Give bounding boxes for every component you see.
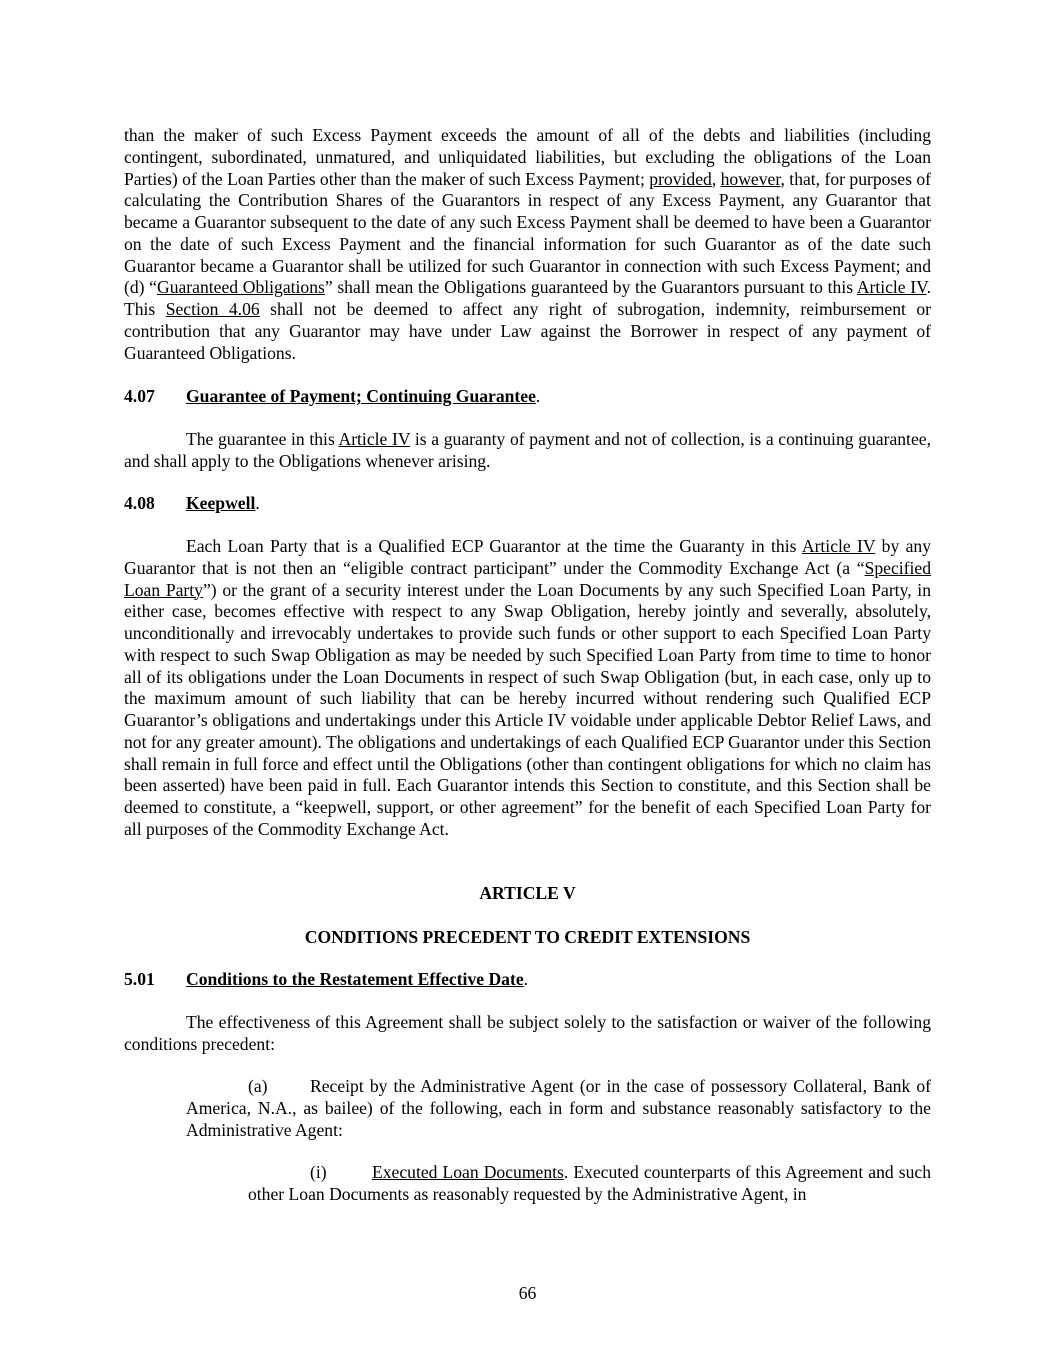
paragraph-text: is a guaranty of payment and not of collection, is a continuing guarantee, and shall apply to the Obligations whenever arising. bbox=[124, 429, 931, 471]
section-5-01-heading bbox=[124, 969, 528, 991]
section-4-08-heading bbox=[124, 493, 260, 515]
article-number-heading: ARTICLE V bbox=[479, 883, 576, 903]
article-iv-reference: Article IV bbox=[801, 536, 876, 556]
provided-term: provided bbox=[649, 168, 712, 189]
paragraph-text: ”) or the grant of a security interest under the Loan Documents by any such Specified Loan Party, in either case, becomes effective with respect to any Swap Obligation, hereby jointly and severally, absolutely, unconditionally and irrevocably undertakes to provide such funds or other support to each Specified Loan Party with respect to such Swap Obligation as may be needed by such Specified Loan Party from time to time to honor all of its obligations under the Loan Documents in respect of such Swap Obligation (but, in each case, only up to the maximum amount of such liability that can be hereby incurred without rendering such Qualified ECP Guarantor’s obligations and undertakings under this Article IV voidable under applicable Debtor Relief Laws, and not for any greater amount). The obligations and undertakings of each Qualified ECP Guarantor under this Section shall remain in full force and effect until the Obligations (other than contingent obligations for which no claim has been asserted) have been paid in full. Each Guarantor intends this Section to constitute, and this Section shall be deemed to constitute, a “keepwell, support, or other agreement” for the benefit of each Specified Loan Party for all purposes of the Commodity Exchange Act. bbox=[124, 579, 931, 839]
however-term: however bbox=[720, 168, 781, 189]
clause-text: . Executed counterparts of this Agreement and such other Loan Documents as reasonably requested by the Administrative Agent, in bbox=[248, 1162, 931, 1204]
paragraph-text: than the maker of such Excess Payment exceeds the amount of all of the debts and liabilities (including contingent, subordinated, unmatured, and unliquidated liabilities, but excluding the obligations of the Loan Parties) of the Loan Parties other than the maker of such Excess Payment; bbox=[124, 125, 931, 189]
clause-a bbox=[186, 1076, 931, 1141]
section-title: Keepwell bbox=[186, 493, 256, 513]
section-4-07-heading bbox=[124, 386, 540, 408]
paragraph-text: by any Guarantor that is not then an “eligible contract participant” under the Commodity Exchange Act (a “ bbox=[124, 536, 932, 578]
paragraph-text: Each Loan Party that is a Qualified ECP Guarantor at the time the Guaranty in this bbox=[186, 536, 802, 556]
clause-label: (a) bbox=[248, 1076, 268, 1096]
section-number: 4.07 bbox=[124, 386, 155, 406]
clause-text: Receipt by the Administrative Agent (or in the case of possessory Collateral, Bank of America, N.A., as bailee) of the following, each in form and substance reasonably satisfactory to the Administrative Agent: bbox=[186, 1076, 931, 1140]
clause-title: Executed Loan Documents bbox=[372, 1162, 564, 1182]
section-5-01-body bbox=[124, 1012, 931, 1056]
section-title-period: . bbox=[255, 493, 260, 513]
section-4-06-reference: Section 4.06 bbox=[165, 299, 260, 319]
guaranteed-obligations-term: Guaranteed Obligations bbox=[157, 277, 325, 298]
section-number: 4.08 bbox=[124, 493, 155, 513]
specified-loan-party-term: Specified Loan Party bbox=[124, 557, 931, 600]
article-title-heading: CONDITIONS PRECEDENT TO CREDIT EXTENSIONS bbox=[304, 927, 751, 947]
section-number: 5.01 bbox=[124, 969, 155, 989]
paragraph-text: . This bbox=[124, 277, 931, 319]
section-4-08-body bbox=[124, 536, 931, 841]
article-iv-reference: Article IV bbox=[856, 277, 927, 298]
clause-label: (i) bbox=[310, 1162, 327, 1182]
paragraph-text: , bbox=[711, 168, 721, 189]
paragraph-text: ” shall mean the Obligations guaranteed by the Guarantors pursuant to this bbox=[324, 277, 857, 298]
paragraph-text: The effectiveness of this Agreement shall be subject solely to the satisfaction or waiver of the following conditions precedent: bbox=[124, 1012, 931, 1054]
section-4-06-continuation bbox=[124, 125, 931, 364]
article-iv-reference: Article IV bbox=[338, 429, 411, 449]
page-number: 66 bbox=[518, 1283, 537, 1303]
section-title-period: . bbox=[523, 969, 529, 989]
paragraph-text: The guarantee in this bbox=[186, 429, 339, 449]
paragraph-text: , that, for purposes of calculating the Contribution Shares of the Guarantors in respect of any Excess Payment, any Guarantor that became a Guarantor subsequent to the date of any such Excess Payment shall be deemed to have been a Guarantor on the date of such Excess Payment and the financial information for such Guarantor as of the date such Guarantor became a Guarantor shall be utilized for such Guarantor in connection with such Excess Payment; and (d) “ bbox=[124, 168, 932, 298]
section-4-07-body bbox=[124, 429, 931, 473]
clause-i bbox=[248, 1162, 931, 1206]
section-title: Conditions to the Restatement Effective Date bbox=[186, 969, 524, 989]
paragraph-text: shall not be deemed to affect any right of subrogation, indemnity, reimbursement or contribution that any Guarantor may have under Law against the Borrower in respect of any payment of Guaranteed Obligations. bbox=[124, 299, 931, 363]
section-title-period: . bbox=[535, 386, 541, 406]
section-title: Guarantee of Payment; Continuing Guarantee bbox=[186, 386, 536, 406]
